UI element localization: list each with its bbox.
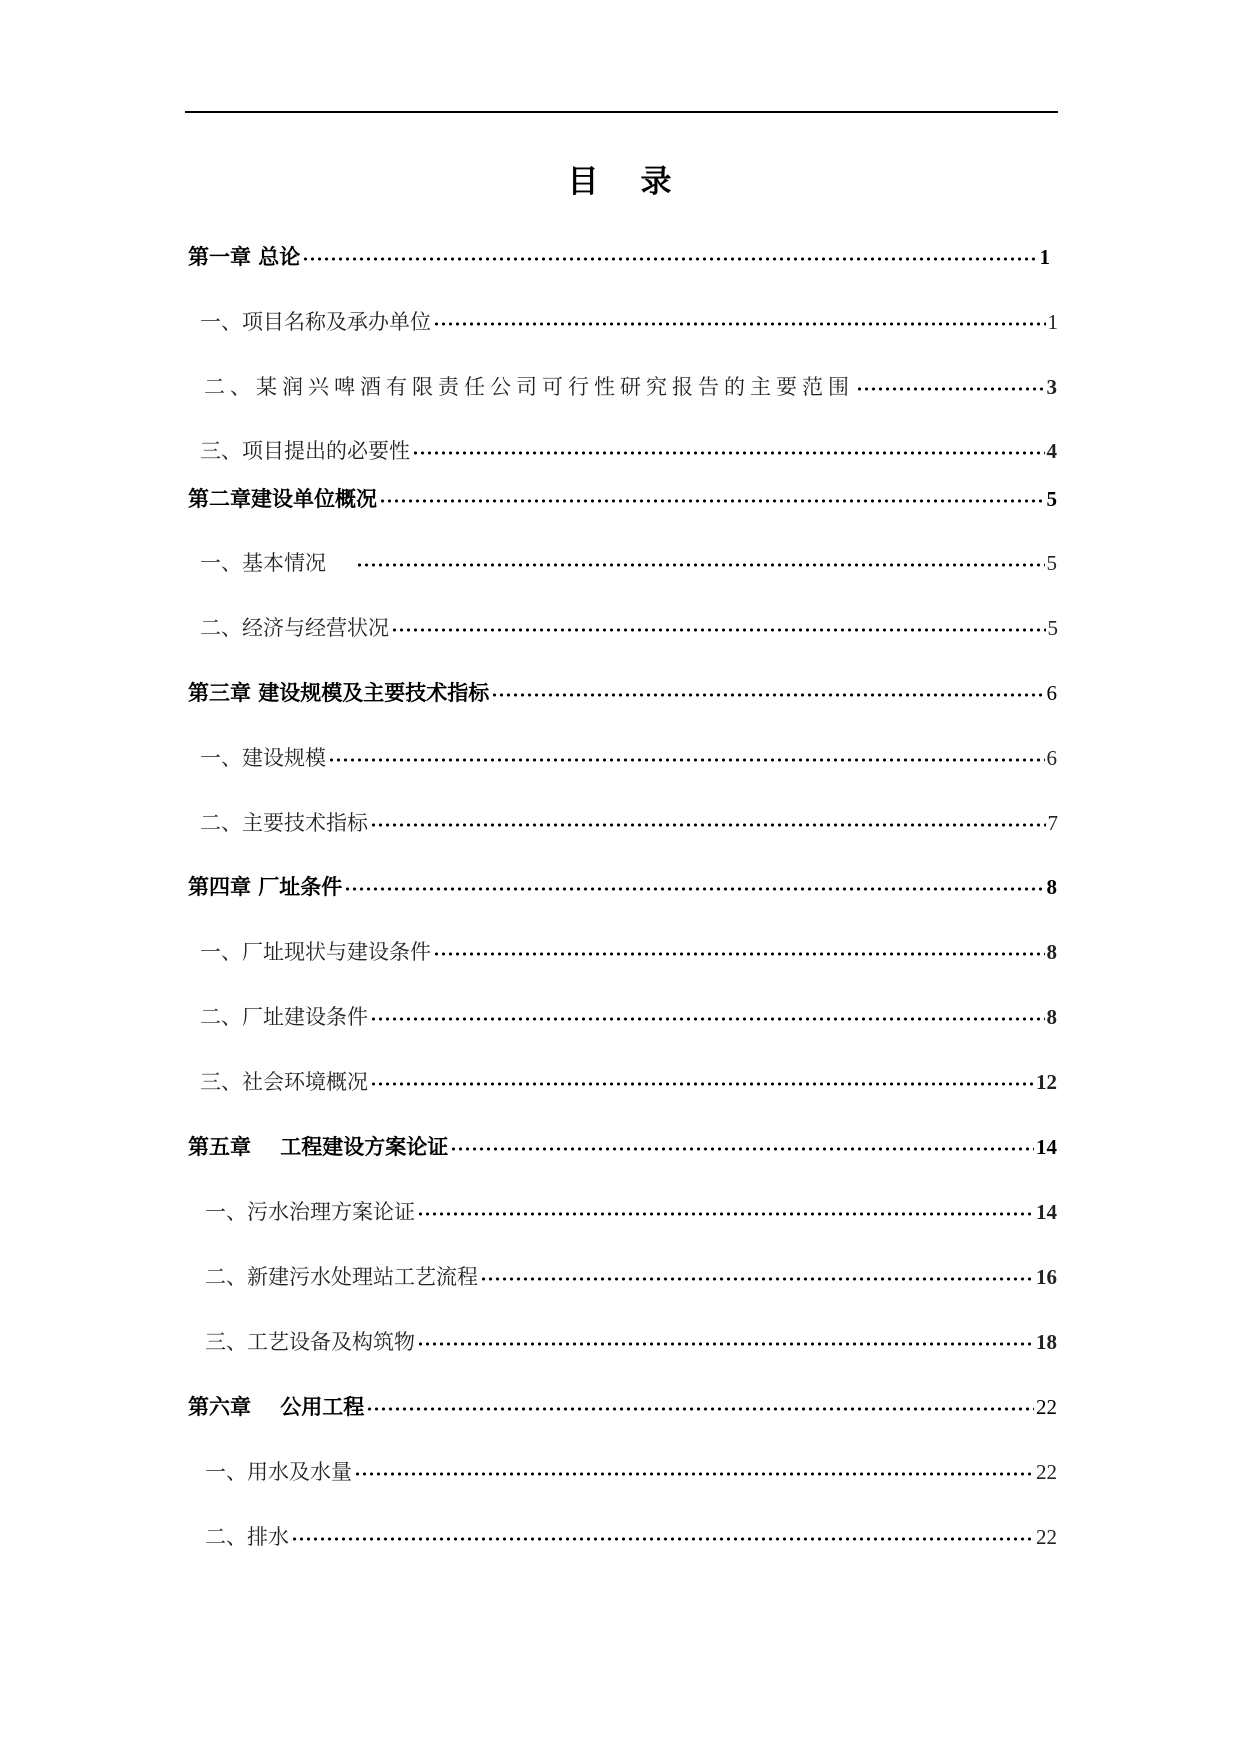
toc-entry-chapter-2[interactable] [188, 482, 1057, 516]
toc-entry-label: 一、厂址现状与建设条件 [200, 940, 431, 964]
toc-entry-page: 8 [1046, 875, 1057, 899]
toc-entry-chapter-4[interactable] [188, 870, 1057, 904]
toc-entry-section[interactable] [204, 370, 1057, 404]
dot-leader [417, 1212, 1034, 1216]
toc-entry-section[interactable] [205, 1455, 1057, 1489]
toc-entry-section[interactable] [205, 1195, 1057, 1229]
dot-leader [370, 823, 1046, 827]
dot-leader [417, 1342, 1034, 1346]
toc-entry-page: 7 [1047, 811, 1058, 835]
toc-entry-label: 一、项目名称及承办单位 [200, 310, 431, 334]
toc-entry-section[interactable] [200, 741, 1057, 775]
toc-entry-page: 5 [1046, 487, 1057, 511]
toc-entry-label: 第三章 建设规模及主要技术指标 [188, 681, 490, 705]
page-title-left: 目 [567, 164, 601, 200]
toc-entry-page: 18 [1036, 1330, 1057, 1354]
dot-leader [370, 1082, 1034, 1086]
dot-leader [391, 628, 1046, 632]
toc-entry-page: 1 [1047, 310, 1058, 334]
toc-entry-label: 二、某润兴啤酒有限责任公司可行性研究报告的主要范围 [204, 375, 854, 399]
dot-leader [412, 451, 1045, 455]
toc-entry-page: 8 [1046, 940, 1057, 964]
dot-leader [856, 387, 1045, 391]
toc-entry-section[interactable] [200, 1065, 1057, 1099]
dot-leader [370, 1017, 1045, 1021]
toc-entry-chapter-1[interactable] [188, 240, 1050, 274]
toc-entry-label: 二、新建污水处理站工艺流程 [205, 1265, 478, 1289]
toc-entry-page: 22 [1036, 1460, 1057, 1484]
toc-entry-section[interactable] [200, 546, 1057, 580]
dot-leader [433, 322, 1046, 326]
toc-entry-section[interactable] [205, 1520, 1057, 1554]
toc-entry-label: 第二章建设单位概况 [188, 487, 377, 511]
toc-entry-page: 14 [1036, 1200, 1057, 1224]
toc-entry-section[interactable] [200, 611, 1058, 645]
toc-entry-label: 三、项目提出的必要性 [200, 439, 410, 463]
toc-entry-section[interactable] [200, 434, 1057, 468]
toc-entry-label: 第六章 公用工程 [188, 1395, 365, 1419]
toc-entry-section[interactable] [200, 305, 1058, 339]
toc-entry-page: 3 [1046, 375, 1057, 399]
dot-leader [354, 1472, 1034, 1476]
toc-entry-chapter-6[interactable] [188, 1390, 1057, 1424]
toc-entry-page: 4 [1046, 439, 1057, 463]
toc-entry-page: 16 [1036, 1265, 1057, 1289]
dot-leader [302, 257, 1037, 261]
toc-entry-page: 8 [1046, 1005, 1057, 1029]
toc-entry-label: 三、社会环境概况 [200, 1070, 368, 1094]
dot-leader [433, 952, 1045, 956]
toc-entry-label: 二、排水 [205, 1525, 289, 1549]
toc-entry-label: 一、污水治理方案论证 [205, 1200, 415, 1224]
toc-entry-page: 5 [1047, 616, 1058, 640]
toc-entry-label: 第一章 总论 [188, 245, 301, 269]
dot-leader [291, 1537, 1034, 1541]
toc-entry-section[interactable] [205, 1260, 1057, 1294]
toc-entry-page: 1 [1039, 245, 1050, 269]
toc-entry-label: 二、主要技术指标 [200, 811, 368, 835]
dot-leader [344, 887, 1044, 891]
toc-entry-section[interactable] [205, 1325, 1057, 1359]
toc-entry-label: 第四章 厂址条件 [188, 875, 343, 899]
toc-entry-page: 6 [1046, 681, 1057, 705]
toc-entry-section[interactable] [200, 1000, 1057, 1034]
toc-entry-label: 一、用水及水量 [205, 1460, 352, 1484]
toc-entry-label: 三、工艺设备及构筑物 [205, 1330, 415, 1354]
toc-entry-chapter-3[interactable] [188, 676, 1057, 710]
dot-leader [450, 1147, 1034, 1151]
toc-entry-section[interactable] [200, 935, 1057, 969]
page-title-right: 录 [640, 164, 674, 200]
dot-leader [356, 563, 1045, 567]
toc-entry-label: 一、建设规模 [200, 746, 326, 770]
toc-entry-page: 6 [1046, 746, 1057, 770]
dot-leader [328, 758, 1045, 762]
toc-entry-label: 二、经济与经营状况 [200, 616, 389, 640]
toc-entry-section[interactable] [200, 806, 1058, 840]
toc-entry-label: 一、基本情况 [200, 551, 326, 575]
toc-entry-page: 14 [1036, 1135, 1057, 1159]
dot-leader [366, 1407, 1034, 1411]
toc-entry-page: 22 [1036, 1395, 1057, 1419]
dot-leader [379, 499, 1045, 503]
dot-leader [491, 693, 1044, 697]
toc-entry-label: 二、厂址建设条件 [200, 1005, 368, 1029]
dot-leader [480, 1277, 1034, 1281]
toc-entry-page: 22 [1036, 1525, 1057, 1549]
toc-entry-label: 第五章 工程建设方案论证 [188, 1135, 449, 1159]
toc-entry-chapter-5[interactable] [188, 1130, 1057, 1164]
toc-entry-page: 12 [1036, 1070, 1057, 1094]
toc-entry-page: 5 [1046, 551, 1057, 575]
